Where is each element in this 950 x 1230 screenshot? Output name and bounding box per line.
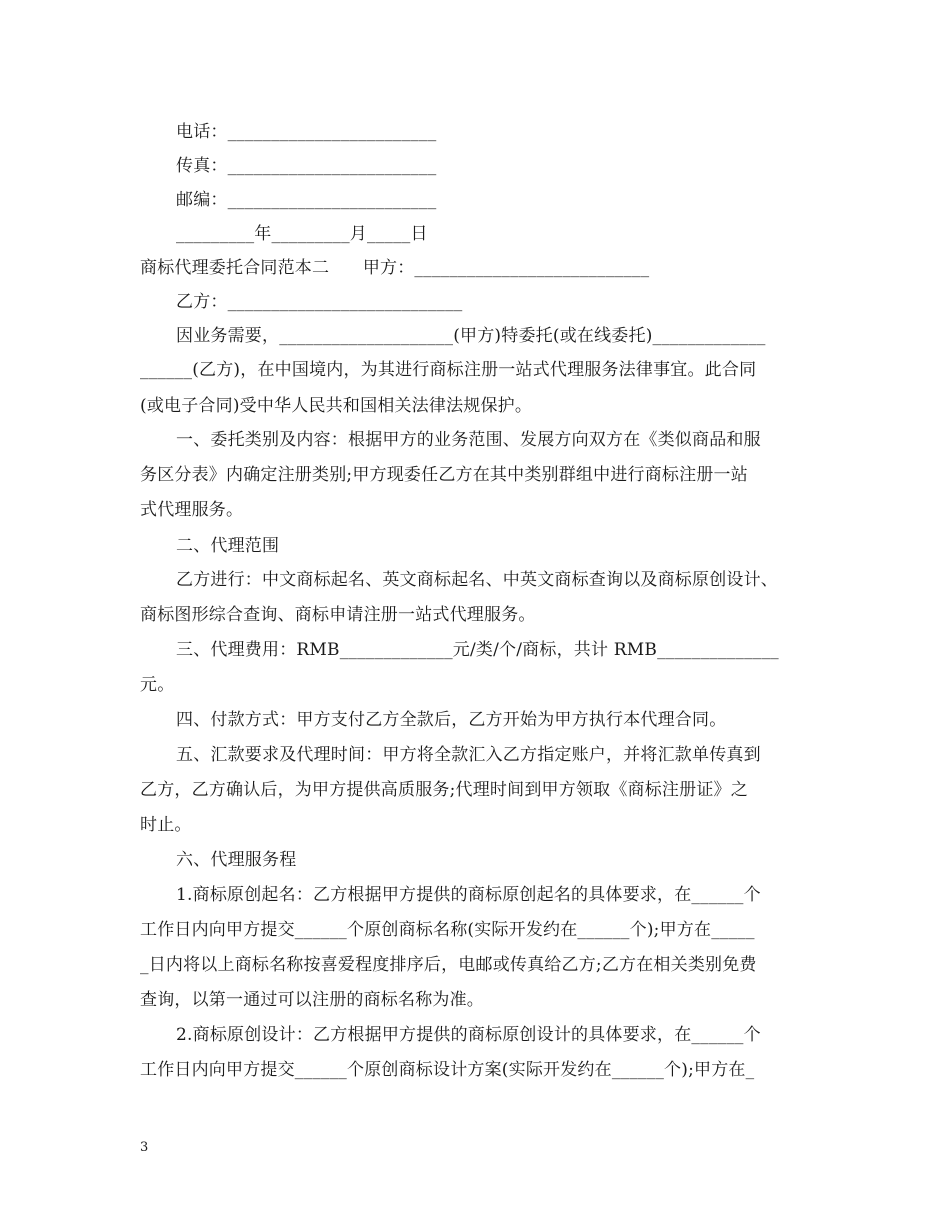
date-field-line: _________年_________月_____日 bbox=[176, 224, 428, 244]
postcode-field-line: 邮编：________________________ bbox=[176, 190, 437, 210]
subsection-1-line: 1.商标原创起名：乙方根据甲方提供的商标原创起名的具体要求，在______个 bbox=[176, 885, 761, 905]
paragraph-line: 乙方，乙方确认后，为甲方提供高质服务;代理时间到甲方领取《商标注册证》之 bbox=[140, 780, 748, 800]
paragraph-line: 乙方进行：中文商标起名、英文商标起名、中英文商标查询以及商标原创设计、 bbox=[176, 570, 778, 590]
paragraph-line: (或电子合同)受中华人民共和国相关法律法规保护。 bbox=[140, 396, 533, 416]
paragraph-line: 商标图形综合查询、商标申请注册一站式代理服务。 bbox=[140, 605, 536, 625]
section-5-line: 五、汇款要求及代理时间：甲方将全款汇入乙方指定账户，并将汇款单传真到 bbox=[176, 745, 761, 765]
paragraph-line: 时止。 bbox=[140, 815, 192, 835]
paragraph-line: 查询，以第一通过可以注册的商标名称为准。 bbox=[140, 990, 484, 1010]
paragraph-line: 工作日内向甲方提交______个原创商标设计方案(实际开发约在______个);甲方在_ bbox=[140, 1060, 755, 1080]
section-2-heading: 二、代理范围 bbox=[176, 536, 280, 556]
subsection-2-line: 2.商标原创设计：乙方根据甲方提供的商标原创设计的具体要求，在______个 bbox=[176, 1025, 761, 1045]
party-b-line: 乙方：___________________________ bbox=[176, 292, 463, 312]
fax-field-line: 传真：________________________ bbox=[176, 156, 437, 176]
section-3-line: 三、代理费用：RMB_____________元/类/个/商标，共计 RMB______________ bbox=[176, 640, 779, 660]
paragraph-line: 式代理服务。 bbox=[140, 500, 244, 520]
section-4-line: 四、付款方式：甲方支付乙方全款后，乙方开始为甲方执行本代理合同。 bbox=[176, 710, 727, 730]
paragraph-line: 工作日内向甲方提交______个原创商标名称(实际开发约在______个);甲方在_____ bbox=[140, 920, 755, 940]
paragraph-line: 因业务需要，____________________(甲方)特委托(或在线委托)_____________ bbox=[176, 326, 766, 346]
contract-title-line: 商标代理委托合同范本二 甲方：___________________________ bbox=[140, 258, 650, 278]
paragraph-line: 元。 bbox=[140, 675, 175, 695]
paragraph-line: _日内将以上商标名称按喜爱程度排序后，电邮或传真给乙方;乙方在相关类别免费 bbox=[140, 955, 757, 975]
paragraph-line: 务区分表》内确定注册类别;甲方现委任乙方在其中类别群组中进行商标注册一站 bbox=[140, 465, 748, 485]
phone-field-line: 电话：________________________ bbox=[176, 122, 437, 142]
section-6-heading: 六、代理服务程 bbox=[176, 850, 297, 870]
section-1-line: 一、委托类别及内容：根据甲方的业务范围、发展方向双方在《类似商品和服 bbox=[176, 430, 761, 450]
paragraph-line: ______(乙方)，在中国境内，为其进行商标注册一站式代理服务法律事宜。此合同 bbox=[140, 360, 757, 380]
page-number: 3 bbox=[140, 1140, 149, 1155]
